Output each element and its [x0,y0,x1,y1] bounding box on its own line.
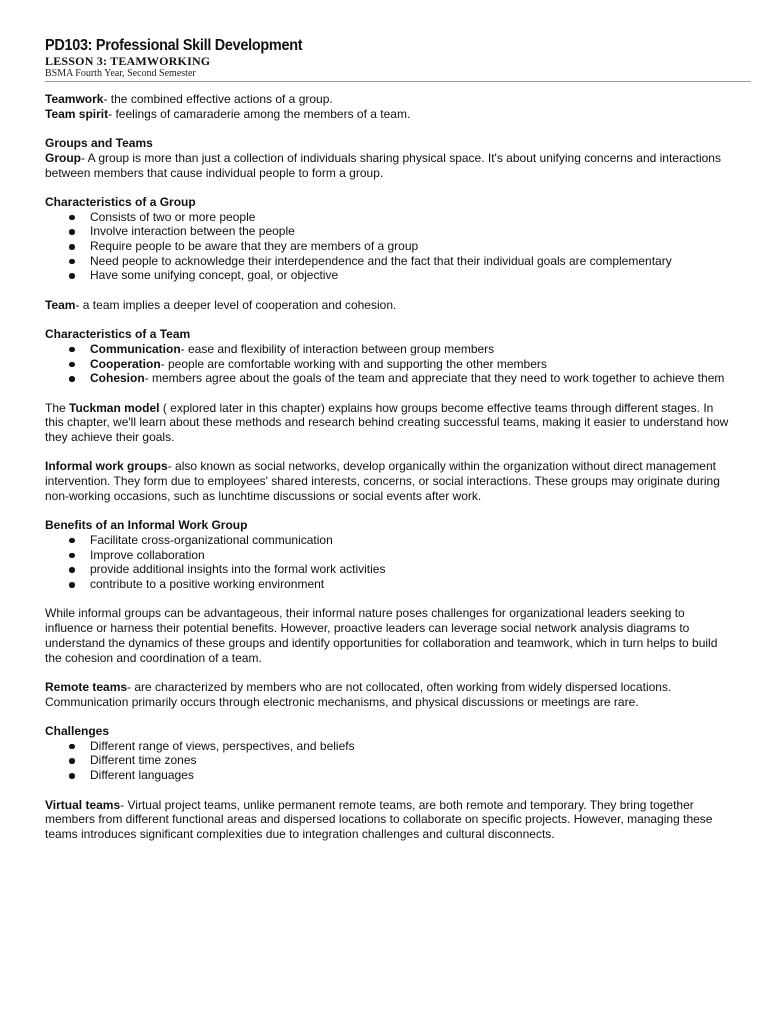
definition-text: - feelings of camaraderie among the members of a team. [108,106,411,121]
list-item: Different languages [90,768,730,783]
term: Virtual teams [45,797,121,812]
list-item [90,342,730,357]
definition-team [45,298,730,313]
section-heading-groups-teams: Groups and Teams [45,136,153,151]
term: Informal work groups [45,459,168,474]
definition-informal-work-groups [45,459,730,503]
document-header [45,36,751,82]
definition-text: - Virtual project teams, unlike permanent remote teams, are both remote and temporary. They bring together members from different functional areas and dispersed locations to collaborate on specific projects. However, managing these teams introduces significant complexities due to integration challenges and cultural disconnects. [45,797,713,841]
list-item: Involve interaction between the people [90,224,730,239]
item-text: - ease and flexibility of interaction between group members [180,341,495,356]
definition-text: - are characterized by members who are not collocated, often working from widely dispersed locations. Communication primarily occurs through electronic mechanisms, and physical discussions or meetings are rare. [45,679,672,709]
list-item [90,371,730,386]
list-item: Need people to acknowledge their interdependence and the fact that their individual goals are complementary [90,254,730,269]
header-divider [45,81,751,82]
definition-text: - a team implies a deeper level of cooperation and cohesion. [75,297,397,312]
item-text: - members agree about the goals of the team and appreciate that they need to work together to achieve them [144,371,725,386]
item-text: - people are comfortable working with and supporting the other members [160,356,547,371]
list-item: Facilitate cross-organizational communication [90,533,730,548]
definition-text: - also known as social networks, develop organically within the organization without direct management intervention. They form due to employees' shared interests, concerns, or social interactions. These groups may originate during non-working occasions, such as lunchtime discussions or social events after work. [45,459,720,503]
text: The [45,400,70,415]
paragraph-tuckman [45,401,730,445]
text: ( explored later in this chapter) explains how groups become effective teams through different stages. In this chapter, we'll learn about these methods and research behind creating successful teams, making it easier to understand how they achieve their goals. [45,400,729,445]
section-heading-benefits: Benefits of an Informal Work Group [45,518,248,533]
term: Cohesion [90,371,145,386]
definition-text: - A group is more than just a collection of individuals sharing physical space. It's about unifying concerns and interactions between members that cause individual people to form a group. [45,150,721,180]
list-item [90,357,730,372]
list-item: Improve collaboration [90,548,730,563]
definition-group [45,151,730,180]
section-heading-team-characteristics: Characteristics of a Team [45,327,191,342]
definition-team-spirit [45,107,730,122]
list-item: Require people to be aware that they are members of a group [90,239,730,254]
list-item: Consists of two or more people [90,210,730,225]
definition-teamwork [45,92,730,107]
lesson-title: LESSON 3: TEAMWORKING [45,54,211,68]
challenges-list [45,739,730,783]
section-heading-group-characteristics: Characteristics of a Group [45,194,196,209]
team-characteristics-list [45,342,730,386]
term: Communication [90,341,181,356]
term: Team spirit [45,106,109,121]
group-characteristics-list [45,210,730,284]
term: Group [45,150,81,165]
paragraph-informal-groups: While informal groups can be advantageous, their informal nature poses challenges for organizational leaders seeking to influence or harness their potential benefits. However, proactive leaders can leverage social network analysis diagrams to understand the dynamics of these groups and identify opportunities for collaboration and teamwork, which in turn helps to build the cohesion and coordination of a team. [45,606,718,665]
document-body [45,92,730,842]
term: Tuckman model [69,400,160,415]
term: Team [45,297,76,312]
list-item: Different range of views, perspectives, and beliefs [90,739,730,754]
definition-virtual-teams [45,798,730,842]
section-heading-challenges: Challenges [45,724,110,739]
term: Cooperation [90,356,161,371]
list-item: provide additional insights into the formal work activities [90,562,730,577]
list-item: contribute to a positive working environment [90,577,730,592]
course-title: PD103: Professional Skill Development [45,37,303,54]
term: Teamwork [45,92,104,106]
list-item: Different time zones [90,753,730,768]
term: Remote teams [45,679,128,694]
list-item: Have some unifying concept, goal, or objective [90,268,730,283]
definition-text: - the combined effective actions of a group. [103,92,333,106]
course-meta: BSMA Fourth Year, Second Semester [45,68,196,79]
benefits-list [45,533,730,592]
definition-remote-teams [45,680,730,709]
